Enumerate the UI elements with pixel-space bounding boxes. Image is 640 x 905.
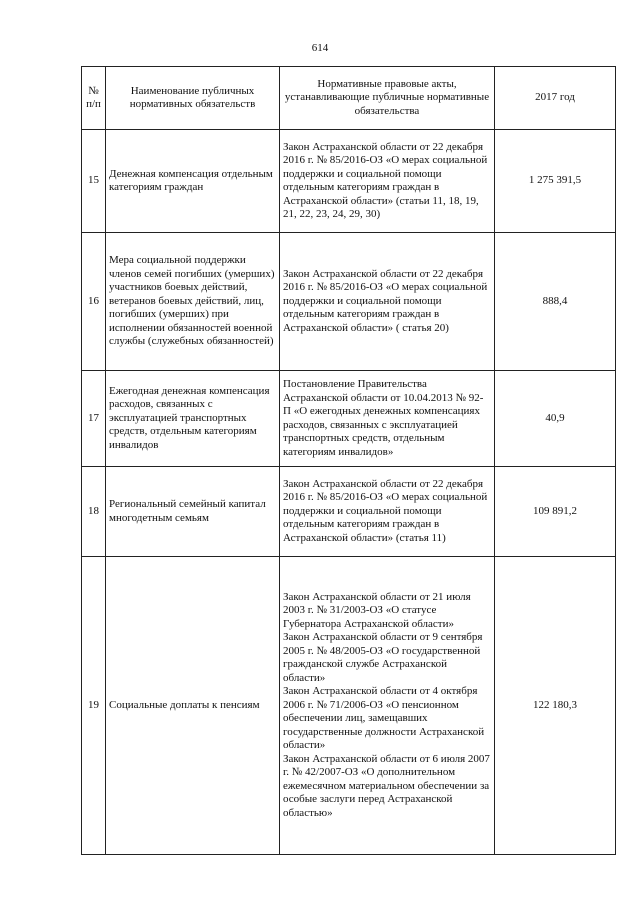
header-year: 2017 год [495,67,616,130]
legal-acts [280,467,495,557]
legal-act-text: Закон Астраханской области от 6 июля 2007 г. № 42/2007-ОЗ «О дополнительном ежемесячном материальном обеспечении за особые заслуги перед Астраханской областью» [283,752,490,819]
header-acts: Нормативные правовые акты, устанавливающие публичные нормативные обязательства [280,67,495,130]
obligation-name: Мера социальной поддержки членов семей погибших (умерших) участников боевых действий, ветеранов боевых действий, лиц, погибших (умерших) при исполнении обязанностей военной службы (служебных обязанностей) [106,233,280,371]
legal-act-text: Закон Астраханской области от 22 декабря 2016 г. № 85/2016-ОЗ «О мерах социальной поддержки и социальной помощи отдельным категориям граждан в Астраханской области» (статьи 11, 18, 19, 21, 22, 23, 24, 29, 30) [283,140,488,220]
amount-2017: 109 891,2 [495,467,616,557]
page-number: 614 [311,42,329,54]
obligations-table [81,66,616,855]
legal-act-text: Закон Астраханской области от 9 сентября 2005 г. № 48/2005-ОЗ «О государственной гражданской службе Астраханской области» [283,631,483,684]
row-number: 17 [82,371,106,467]
table-row [82,130,616,233]
legal-act-text: Закон Астраханской области от 21 июля 2003 г. № 31/2003-ОЗ «О статусе Губернатора Астраханской области» [283,590,471,630]
legal-act-text: Закон Астраханской области от 22 декабря 2016 г. № 85/2016-ОЗ «О мерах социальной поддержки и социальной помощи отдельным категориям граждан в Астраханской области» (статья 11) [283,477,488,544]
header-name: Наименование публичных нормативных обязательств [106,67,280,130]
row-number: 18 [82,467,106,557]
table-header-row [82,67,616,130]
legal-act-text: Закон Астраханской области от 4 октября 2006 г. № 71/2006-ОЗ «О пенсионном обеспечении лиц, замещавших государственные должности Астраханской области» [283,685,485,752]
obligation-name: Региональный семейный капитал многодетным семьям [106,467,280,557]
row-number: 19 [82,557,106,855]
table-row [82,467,616,557]
table-row [82,557,616,855]
legal-acts [280,130,495,233]
row-number: 15 [82,130,106,233]
amount-2017: 40,9 [495,371,616,467]
obligation-name: Ежегодная денежная компенсация расходов, связанных с эксплуатацией транспортных средств, отдельным категориям инвалидов [106,371,280,467]
legal-act-text: Закон Астраханской области от 22 декабря 2016 г. № 85/2016-ОЗ «О мерах социальной поддержки и социальной помощи отдельным категориям граждан в Астраханской области» ( статья 20) [283,267,488,334]
amount-2017: 122 180,3 [495,557,616,855]
table-row [82,371,616,467]
header-num: № п/п [82,67,106,130]
row-number: 16 [82,233,106,371]
amount-2017: 1 275 391,5 [495,130,616,233]
legal-act-text: Постановление Правительства Астраханской области от 10.04.2013 № 92-П «О ежегодных денежных компенсациях расходов, связанных с эксплуатацией транспортных средств, отдельным категориям инвалидов» [283,378,484,458]
legal-acts [280,233,495,371]
obligation-name: Социальные доплаты к пенсиям [106,557,280,855]
legal-acts [280,371,495,467]
obligation-name: Денежная компенсация отдельным категориям граждан [106,130,280,233]
legal-acts [280,557,495,855]
amount-2017: 888,4 [495,233,616,371]
table-row [82,233,616,371]
